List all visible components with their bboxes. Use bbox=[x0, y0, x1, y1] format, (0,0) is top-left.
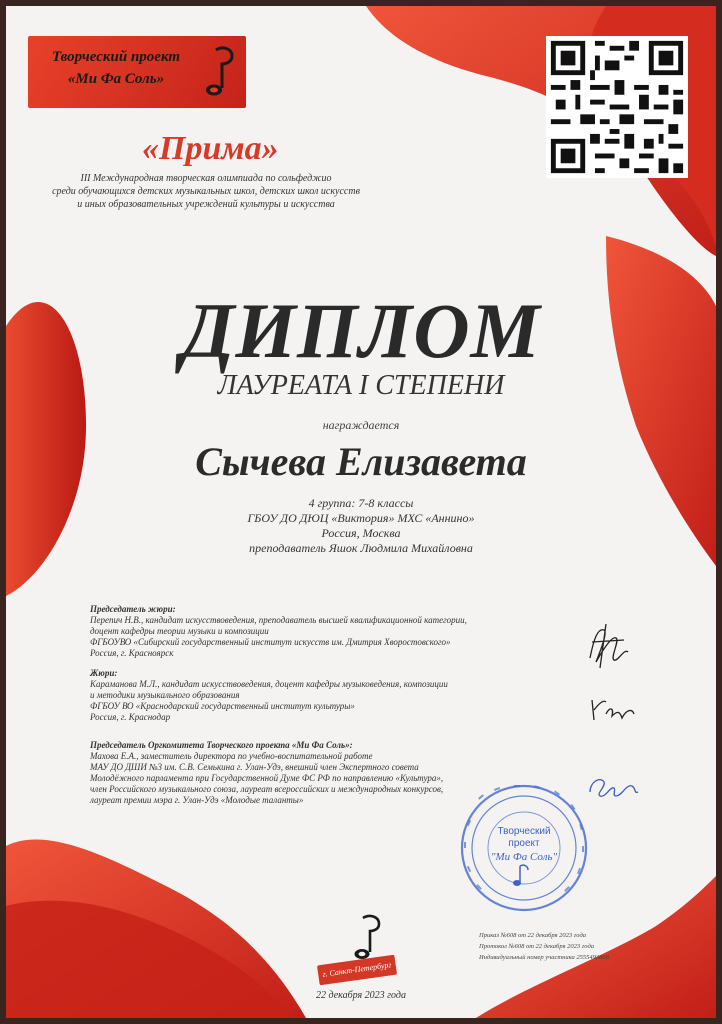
city-badge: г. Санкт-Петербург bbox=[317, 955, 397, 986]
subtitle-line: III Международная творческая олимпиада по сольфеджио bbox=[80, 173, 332, 184]
org-line: МАУ ДО ДШИ №3 им. С.В. Семькина г. Улан-Удэ, внешний член Экспертного совета bbox=[90, 762, 419, 772]
recipient-name: Сычева Елизавета bbox=[195, 439, 527, 484]
org-signature bbox=[586, 772, 642, 802]
project-logo bbox=[28, 36, 246, 108]
jury-member-heading: Жюри: bbox=[90, 668, 118, 678]
org-heading: Председатель Оргкомитета Творческого проекта «Ми Фа Соль»: bbox=[90, 740, 353, 750]
jury-signature bbox=[588, 692, 638, 726]
subtitle-line: среди обучающихся детских музыкальных школ, детских школ искусств bbox=[52, 186, 360, 197]
stamp-line-1: Творческий bbox=[497, 826, 551, 837]
jury-line: Россия, г. Краснодар bbox=[90, 712, 171, 722]
qr-code-icon[interactable] bbox=[546, 36, 688, 178]
event-subtitle bbox=[46, 172, 366, 211]
org-line: лауреат премии мэра г. Улан-Удэ «Молодые таланты» bbox=[90, 795, 304, 805]
diploma-title: ДИПЛОМ bbox=[181, 287, 541, 374]
official-stamp bbox=[458, 782, 590, 914]
org-line: член Российского музыкального союза, лауреат всероссийских и международных конкурсов, bbox=[90, 784, 444, 794]
logo-line-1: Творческий проект bbox=[51, 49, 181, 65]
awarded-label: награждается bbox=[322, 418, 400, 432]
jury-line: ФГБОУВО «Сибирский государственный институт искусств им. Дмитрия Хворостовского» bbox=[90, 637, 451, 647]
logo-line-2: «Ми Фа Соль» bbox=[67, 71, 165, 87]
jury-line: Россия, г. Красноярск bbox=[90, 648, 174, 658]
detail-line: 4 группа: 7-8 классы bbox=[308, 496, 414, 510]
jury-chair-heading: Председатель жюри: bbox=[90, 604, 176, 614]
org-line: Махова Е.А., заместитель директора по учебно-воспитательной работе bbox=[90, 751, 373, 761]
music-note-icon bbox=[345, 912, 385, 962]
protocol-line: Приказ №608 от 22 декабря 2023 года bbox=[479, 932, 587, 939]
jury-line: доцент кафедры теории музыки и композиции bbox=[90, 626, 269, 636]
jury-line: Перепич Н.В., кандидат искусствоведения, преподаватель высшей квалификационной категории, bbox=[90, 615, 467, 625]
music-note-icon bbox=[196, 44, 240, 100]
jury-chair-block bbox=[90, 604, 560, 659]
protocol-line: Протокол №608 от 22 декабря 2023 года bbox=[479, 943, 595, 950]
detail-line: преподаватель Яшок Людмила Михайловна bbox=[249, 541, 473, 555]
diploma-degree: ЛАУРЕАТА I СТЕПЕНИ bbox=[217, 370, 505, 401]
jury-line: и методики музыкального образования bbox=[90, 690, 240, 700]
jury-line: Караманова М.Л., кандидат искусствоведения, доцент кафедры музыковедения, композиции bbox=[90, 679, 448, 689]
subtitle-line: и иных образовательных учреждений культуры и искусства bbox=[77, 199, 335, 210]
jury-member-block bbox=[90, 668, 560, 723]
protocol-info bbox=[479, 930, 679, 963]
detail-line: ГБОУ ДО ДЮЦ «Виктория» МХС «Аннино» bbox=[247, 511, 475, 525]
chair-signature bbox=[584, 618, 632, 672]
diploma-sheet bbox=[6, 6, 716, 1018]
issue-date: 22 декабря 2023 года bbox=[316, 990, 406, 1001]
detail-line: Россия, Москва bbox=[321, 526, 401, 540]
stamp-line-2: проект bbox=[508, 838, 540, 849]
protocol-line: Индивидуальный номер участника 2555493868 bbox=[479, 954, 609, 961]
org-line: Молодёжного парламента при Государственной Думе ФС РФ по направлению «Культура», bbox=[90, 773, 444, 783]
recipient-details bbox=[6, 496, 716, 556]
stamp-line-3: "Ми Фа Соль" bbox=[490, 851, 558, 863]
event-title: «Прима» bbox=[142, 130, 279, 167]
jury-line: ФГБОУ ВО «Краснодарский государственный институт культуры» bbox=[90, 701, 355, 711]
